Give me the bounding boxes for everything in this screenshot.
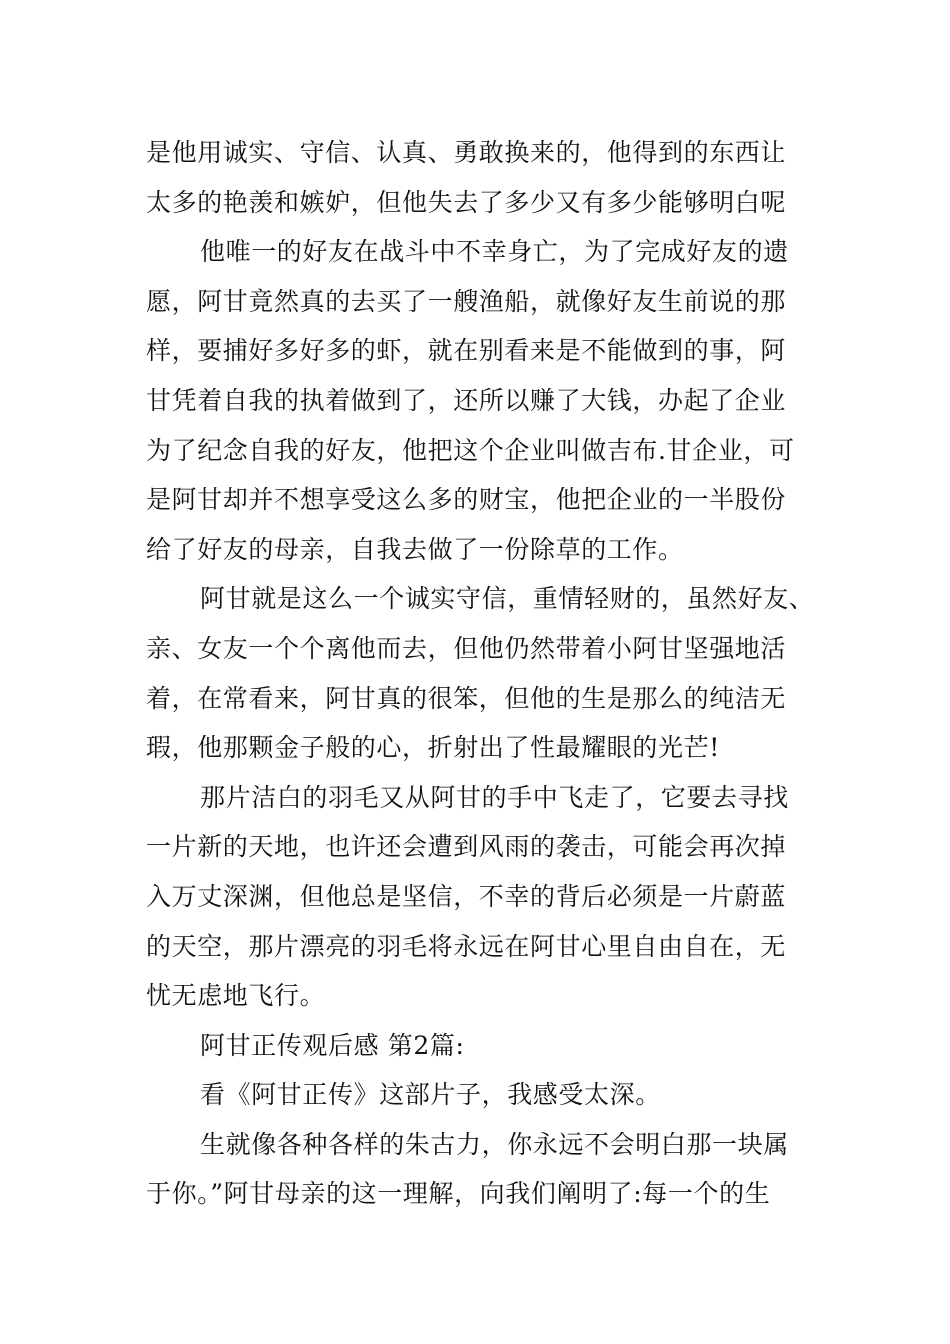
text-line: 阿甘就是这么一个诚实守信，重情轻财的，虽然好友、 xyxy=(200,584,815,614)
text-line: 太多的艳羡和嫉妒，但他失去了多少又有多少能够明白呢 xyxy=(146,187,787,217)
text-line: 的天空，那片漂亮的羽毛将永远在阿甘心里自由自在，无 xyxy=(146,931,787,961)
section-heading: 阿甘正传观后感 第2篇: xyxy=(200,1030,465,1060)
text-line: 着，在常看来，阿甘真的很笨，但他的生是那么的纯洁无 xyxy=(146,683,787,713)
text-line: 给了好友的母亲，自我去做了一份除草的工作。 xyxy=(146,534,684,564)
text-line: 亲、女友一个个离他而去，但他仍然带着小阿甘坚强地活 xyxy=(146,633,787,663)
text-line: 为了纪念自我的好友，他把这个企业叫做吉布.甘企业，可 xyxy=(146,435,795,465)
text-line: 瑕，他那颗金子般的心，折射出了性最耀眼的光芒! xyxy=(146,733,720,763)
text-line: 忧无虑地飞行。 xyxy=(146,981,326,1011)
text-line: 愿，阿甘竟然真的去买了一艘渔船，就像好友生前说的那 xyxy=(146,286,787,316)
text-line: 入万丈深渊，但他总是坚信，不幸的背后必须是一片蔚蓝 xyxy=(146,881,787,911)
text-line: 是阿甘却并不想享受这么多的财宝，他把企业的一半股份 xyxy=(146,485,787,515)
text-line: 一片新的天地，也许还会遭到风雨的袭击，可能会再次掉 xyxy=(146,832,787,862)
document-body xyxy=(146,128,826,1219)
text-line: 那片洁白的羽毛又从阿甘的手中飞走了，它要去寻找 xyxy=(200,782,789,812)
text-line: 看《阿甘正传》这部片子，我感受太深。 xyxy=(200,1080,661,1110)
text-line: 是他用诚实、守信、认真、勇敢换来的，他得到的东西让 xyxy=(146,138,787,167)
text-line: 生就像各种各样的朱古力，你永远不会明白那一块属 xyxy=(200,1129,789,1159)
text-line: 样，要捕好多好多的虾，就在别看来是不能做到的事，阿 xyxy=(146,336,787,366)
text-line: 甘凭着自我的执着做到了，还所以赚了大钱，办起了企业 xyxy=(146,385,787,415)
text-line: 他唯一的好友在战斗中不幸身亡，为了完成好友的遗 xyxy=(200,237,789,267)
text-line: 于你。”阿甘母亲的这一理解，向我们阐明了:每一个的生 xyxy=(146,1179,771,1209)
